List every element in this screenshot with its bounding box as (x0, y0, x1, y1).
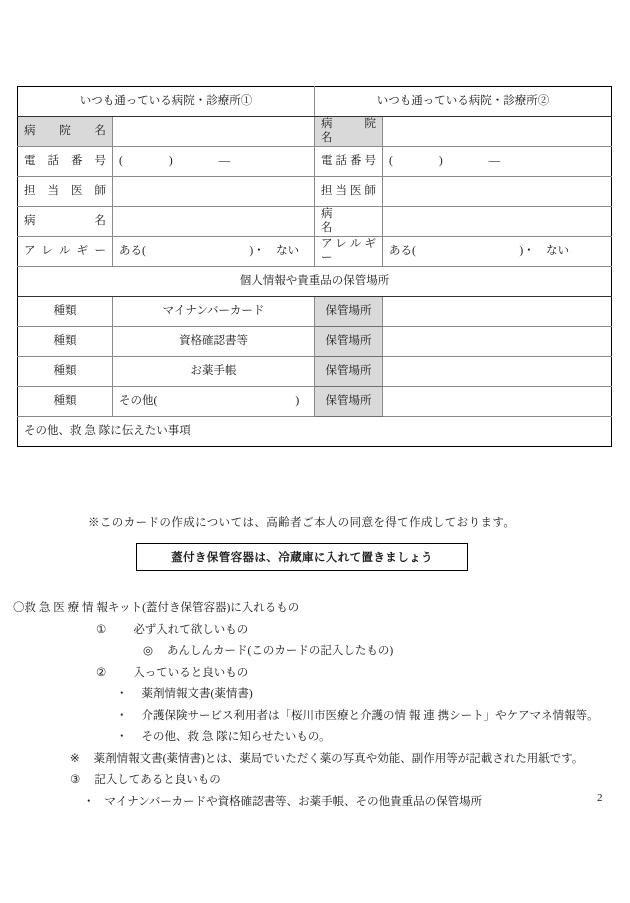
row-label-phone-1: 電話番号 (18, 147, 113, 177)
instruction-item-3 (13, 663, 623, 685)
instruction-text-6: その他、救 急 隊に知らせたいもの。 (141, 731, 331, 743)
row-value-disease-1[interactable] (113, 207, 315, 237)
hospital-header-2: いつも通っている病院・診療所② (315, 87, 612, 117)
storage-section-title: 個人情報や貴重品の保管場所 (18, 267, 612, 297)
instruction-item-7 (13, 749, 623, 771)
row-value-disease-2[interactable] (383, 207, 612, 237)
table-row-allergy (18, 237, 612, 267)
storage-place-value-3[interactable] (383, 357, 612, 387)
instruction-text-1: 必ず入れて欲しいもの (133, 623, 249, 636)
instruction-item-5 (13, 706, 623, 728)
instruction-item-9 (13, 792, 623, 814)
instruction-marker-2: ◎ (143, 645, 154, 657)
storage-item-2: 資格確認書等 (113, 327, 315, 357)
row-value-doctor-2[interactable] (383, 177, 612, 207)
instruction-marker-6: ・ (116, 731, 128, 743)
instruction-marker-3: ② (96, 666, 107, 679)
instruction-marker-5: ・ (116, 709, 128, 722)
table-row-storage-medicine-book (18, 357, 612, 387)
storage-item-4[interactable]: その他( ) (113, 387, 315, 417)
emergency-info-card-table (17, 86, 612, 447)
instruction-text-2: あんしんカード(このカードの記入したもの) (167, 645, 394, 657)
refrigerator-notice-box (136, 543, 468, 571)
instruction-marker-4: ・ (116, 688, 128, 700)
storage-place-value-2[interactable] (383, 327, 612, 357)
instruction-text-8: 記入してあると良いもの (94, 774, 221, 786)
row-label-hospital-name-1: 病 院 名 (18, 117, 113, 147)
storage-item-1: マイナンバーカード (113, 297, 315, 327)
storage-kind-label-1: 種類 (18, 297, 113, 327)
refrigerator-notice-text: 蓋付き保管容器は、冷蔵庫に入れて置きましょう (171, 552, 433, 564)
row-label-doctor-2: 担当医師 (315, 177, 383, 207)
storage-kind-label-3: 種類 (18, 357, 113, 387)
table-row-phone (18, 147, 612, 177)
storage-kind-label-2: 種類 (18, 327, 113, 357)
row-value-hospital-name-2[interactable] (383, 117, 612, 147)
row-label-disease-2: 病 名 (315, 207, 383, 237)
storage-place-value-1[interactable] (383, 297, 612, 327)
instruction-text-5: 介護保険サービス利用者は「桜川市医療と介護の情 報 連 携シート」やケアマネ情報等。 (141, 709, 599, 722)
instructions-section (13, 598, 623, 813)
instructions-heading: 〇救 急 医 療 情 報キット(蓋付き保管容器)に入れるもの (13, 602, 300, 614)
row-label-doctor-1: 担当医師 (18, 177, 113, 207)
instruction-marker-8: ③ (70, 774, 81, 786)
table-row-storage-mynumber (18, 297, 612, 327)
storage-place-value-4[interactable] (383, 387, 612, 417)
instruction-item-6 (13, 727, 623, 749)
table-row-doctor (18, 177, 612, 207)
table-row-storage-qualification (18, 327, 612, 357)
instruction-marker-9: ・ (83, 795, 95, 808)
instruction-text-3: 入っていると良いもの (133, 666, 249, 679)
row-value-hospital-name-1[interactable] (113, 117, 315, 147)
row-label-disease-1: 病 名 (18, 207, 113, 237)
storage-place-label-4: 保管場所 (315, 387, 383, 417)
instruction-item-2 (13, 641, 623, 663)
page-number: 2 (597, 792, 603, 804)
row-label-allergy-1: アレルギー (18, 237, 113, 267)
row-value-doctor-1[interactable] (113, 177, 315, 207)
row-label-hospital-name-2: 病 院 名 (315, 117, 383, 147)
row-label-phone-2: 電話番号 (315, 147, 383, 177)
instruction-text-7: 薬剤情報文書(薬情書)とは、薬局でいただく薬の写真や効能、副作用等が記載された用紙です。 (93, 752, 584, 765)
consent-note: ※このカードの作成については、高齢者ご本人の同意を得て作成しております。 (88, 517, 516, 529)
table-row-hospital-name (18, 117, 612, 147)
instruction-item-4 (13, 684, 623, 706)
storage-place-label-2: 保管場所 (315, 327, 383, 357)
free-note-label[interactable]: その他、救 急 隊に伝えたい事項 (18, 417, 612, 447)
instruction-text-9: マイナンバーカードや資格確認書等、お薬手帳、その他貴重品の保管場所 (104, 795, 483, 808)
storage-kind-label-4: 種類 (18, 387, 113, 417)
storage-place-label-3: 保管場所 (315, 357, 383, 387)
table-header-row (18, 87, 612, 117)
row-label-allergy-2: アレルギー (315, 237, 383, 267)
instruction-item-1 (13, 620, 623, 642)
instruction-marker-1: ① (96, 623, 107, 636)
storage-place-label-1: 保管場所 (315, 297, 383, 327)
row-value-phone-2[interactable]: ( ) ― (383, 147, 612, 177)
free-note-row (18, 417, 612, 447)
row-value-allergy-1[interactable]: ある( )・ ない (113, 237, 315, 267)
instruction-item-8 (13, 770, 623, 792)
table-row-disease-name (18, 207, 612, 237)
storage-item-3: お薬手帳 (113, 357, 315, 387)
hospital-header-1: いつも通っている病院・診療所① (18, 87, 315, 117)
row-value-phone-1[interactable]: ( ) ― (113, 147, 315, 177)
storage-section-title-row (18, 267, 612, 297)
instruction-marker-7: ※ (70, 752, 80, 765)
table-row-storage-other (18, 387, 612, 417)
instruction-text-4: 薬剤情報文書(薬情書) (141, 688, 253, 700)
row-value-allergy-2[interactable]: ある( )・ ない (383, 237, 612, 267)
